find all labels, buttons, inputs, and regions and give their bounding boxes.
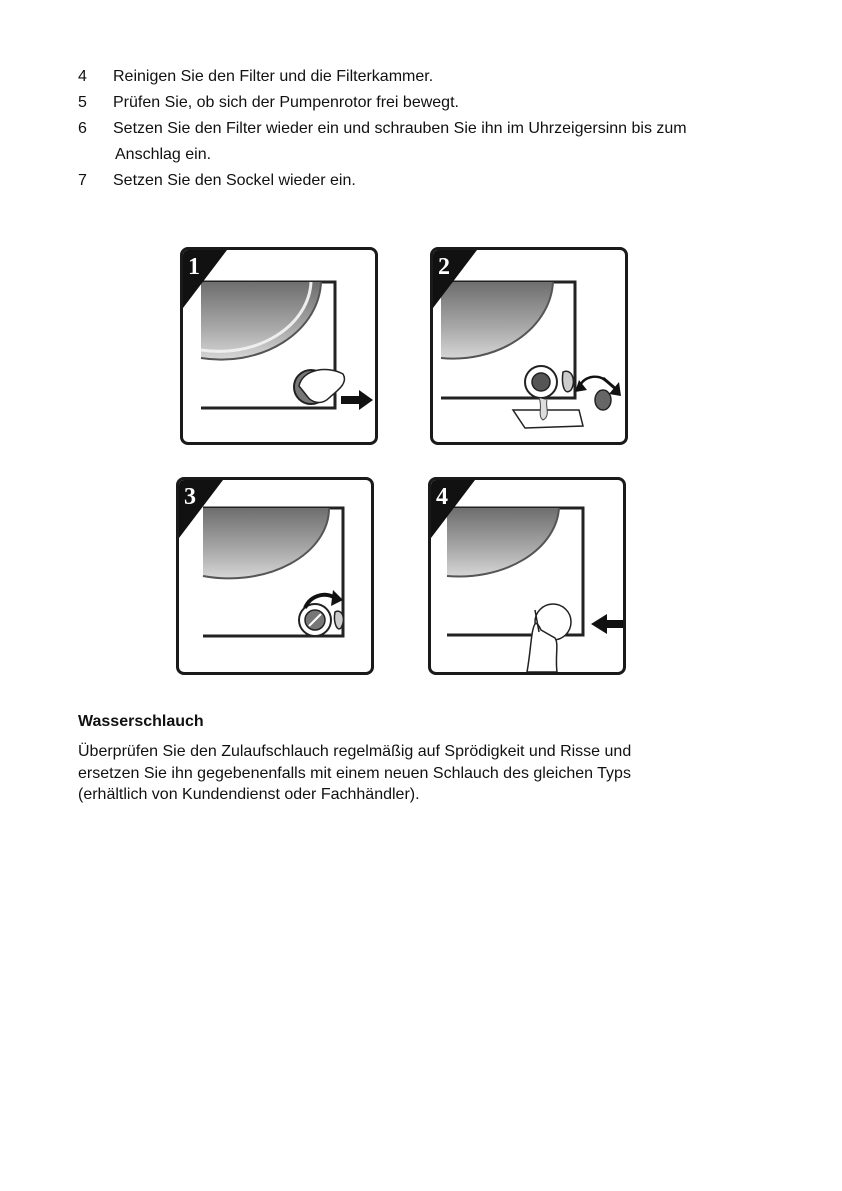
paragraph-line: (erhältlich von Kundendienst oder Fachhändler).	[78, 786, 420, 803]
section-heading: Wasserschlauch	[78, 713, 204, 730]
step-item	[78, 168, 778, 194]
step-number-badge: 3	[184, 484, 196, 510]
step-number: 4	[78, 68, 87, 85]
step-number: 6	[78, 120, 87, 137]
step-text-continuation: Anschlag ein.	[115, 146, 212, 163]
section-paragraph	[78, 741, 778, 806]
step-number-badge: 4	[436, 484, 448, 510]
paragraph-line: Überprüfen Sie den Zulaufschlauch regelmäßig auf Sprödigkeit und Risse und	[78, 743, 632, 760]
illustration-step-3	[176, 477, 374, 675]
step-text: Reinigen Sie den Filter und die Filterkammer.	[113, 68, 434, 85]
step-item	[78, 90, 778, 116]
instruction-steps	[78, 64, 778, 194]
illustration-step-1	[180, 247, 378, 445]
step-number-badge: 2	[438, 254, 450, 280]
illustration-step-2	[430, 247, 628, 445]
step-text: Setzen Sie den Filter wieder ein und schrauben Sie ihn im Uhrzeigersinn bis zum	[113, 120, 687, 137]
step-number: 7	[78, 172, 87, 189]
step-number: 5	[78, 94, 87, 111]
step-text: Prüfen Sie, ob sich der Pumpenrotor frei bewegt.	[113, 94, 459, 111]
paragraph-line: ersetzen Sie ihn gegebenenfalls mit einem neuen Schlauch des gleichen Typs	[78, 764, 631, 782]
filter-screw-in-illustration	[179, 480, 371, 672]
step-text: Setzen Sie den Sockel wieder ein.	[113, 172, 356, 189]
filter-cover-open-illustration	[183, 250, 375, 442]
step-number-badge: 1	[188, 254, 200, 280]
filter-cover-close-illustration	[431, 480, 623, 672]
step-item	[78, 116, 778, 168]
illustration-step-4	[428, 477, 626, 675]
step-item	[78, 64, 778, 90]
filter-unscrew-illustration	[433, 250, 625, 442]
